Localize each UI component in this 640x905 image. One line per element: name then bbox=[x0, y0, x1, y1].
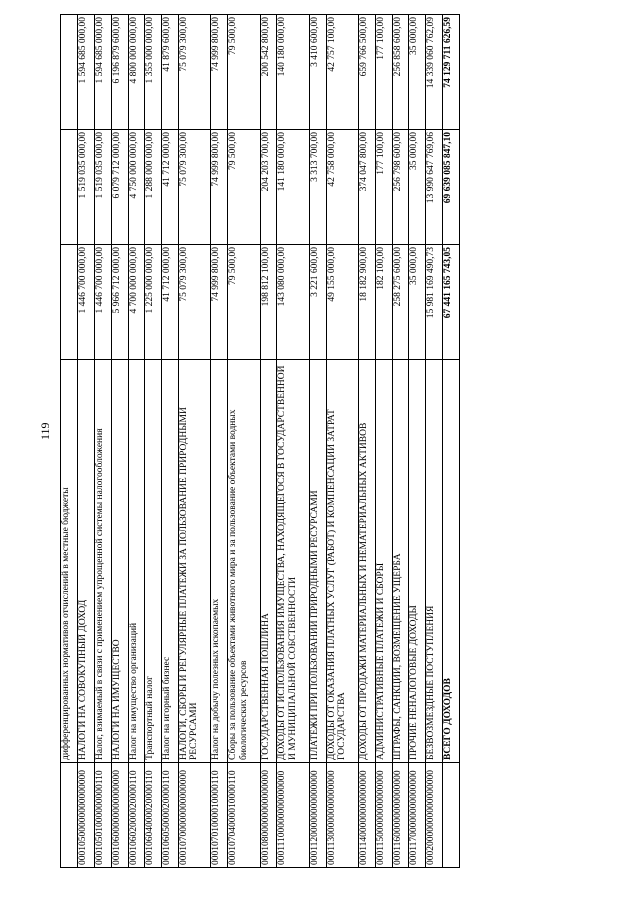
value-2021-cell: 79 500,00 bbox=[228, 130, 260, 245]
value-2021-cell: 1 288 000 000,00 bbox=[145, 130, 162, 245]
value-2022-cell: 42 757 100,00 bbox=[326, 15, 358, 130]
value-2022-cell: 79 500,00 bbox=[228, 15, 260, 130]
value-2020-cell: 1 446 700 000,00 bbox=[94, 245, 111, 360]
name-cell: АДМИНИСТРАТИВНЫЕ ПЛАТЕЖИ И СБОРЫ bbox=[375, 360, 392, 763]
value-2021-cell: 1 519 035 000,00 bbox=[94, 130, 111, 245]
name-cell: НАЛОГИ НА СОВОКУПНЫЙ ДОХОД bbox=[77, 360, 94, 763]
name-cell: ВСЕГО ДОХОДОВ bbox=[443, 360, 460, 763]
code-cell: 00011200000000000000 bbox=[309, 763, 326, 868]
code-cell: 00010704000010000110 bbox=[228, 763, 260, 868]
table-row bbox=[111, 15, 128, 868]
code-cell: 00010501000000000110 bbox=[94, 763, 111, 868]
value-2022-cell: 4 800 000 000,00 bbox=[128, 15, 145, 130]
value-2022-cell: 659 766 500,00 bbox=[358, 15, 375, 130]
name-cell: ПЛАТЕЖИ ПРИ ПОЛЬЗОВАНИИ ПРИРОДНЫМИ РЕСУРСАМИ bbox=[309, 360, 326, 763]
value-2020-cell: 198 812 100,00 bbox=[260, 245, 277, 360]
value-2020-cell: 49 155 000,00 bbox=[326, 245, 358, 360]
table-row bbox=[309, 15, 326, 868]
value-2021-cell: 42 758 000,00 bbox=[326, 130, 358, 245]
table-row bbox=[77, 15, 94, 868]
value-2022-cell: 140 180 000,00 bbox=[277, 15, 309, 130]
table-row bbox=[277, 15, 309, 868]
value-2022-cell: 41 879 600,00 bbox=[162, 15, 179, 130]
name-cell: Транспортный налог bbox=[145, 360, 162, 763]
value-2021-cell: 74 999 800,00 bbox=[211, 130, 228, 245]
total-row bbox=[443, 15, 460, 868]
value-2022-cell: 74 129 711 626,59 bbox=[443, 15, 460, 130]
value-2022-cell: 14 339 060 762,09 bbox=[426, 15, 443, 130]
name-cell: Налог, взимаемый в связи с применением упрощенной системы налогообложения bbox=[94, 360, 111, 763]
value-2022-cell: 3 410 600,00 bbox=[309, 15, 326, 130]
name-cell: дифференцированных нормативов отчислений в местные бюджеты bbox=[61, 360, 78, 763]
code-cell: 00010701000010000110 bbox=[211, 763, 228, 868]
code-cell: 00010605000020000110 bbox=[162, 763, 179, 868]
table-row bbox=[260, 15, 277, 868]
value-2020-cell: 35 000,00 bbox=[409, 245, 426, 360]
code-cell: 00010700000000000000 bbox=[179, 763, 211, 868]
value-2020-cell: 1 446 700 000,00 bbox=[77, 245, 94, 360]
code-cell: 00011700000000000000 bbox=[409, 763, 426, 868]
name-cell: ГОСУДАРСТВЕННАЯ ПОШЛИНА bbox=[260, 360, 277, 763]
table-row bbox=[358, 15, 375, 868]
table-row bbox=[162, 15, 179, 868]
revenue-table bbox=[60, 14, 460, 868]
value-2021-cell: 3 313 700,00 bbox=[309, 130, 326, 245]
value-2021-cell: 4 750 000 000,00 bbox=[128, 130, 145, 245]
value-2020-cell: 15 981 169 490,73 bbox=[426, 245, 443, 360]
rotated-table-container bbox=[60, 17, 460, 868]
value-2020-cell: 18 182 900,00 bbox=[358, 245, 375, 360]
value-2021-cell bbox=[61, 130, 78, 245]
value-2022-cell: 177 100,00 bbox=[375, 15, 392, 130]
value-2022-cell: 1 594 685 000,00 bbox=[77, 15, 94, 130]
name-cell: Сборы за пользование объектами животного мира и за пользование объектами водных биологических ресурсов bbox=[228, 360, 260, 763]
name-cell: Налог на имущество организаций bbox=[128, 360, 145, 763]
name-cell: Налог на добычу полезных ископаемых bbox=[211, 360, 228, 763]
value-2020-cell: 4 700 000 000,00 bbox=[128, 245, 145, 360]
value-2021-cell: 6 079 712 000,00 bbox=[111, 130, 128, 245]
value-2020-cell: 79 500,00 bbox=[228, 245, 260, 360]
name-cell: ДОХОДЫ ОТ ИСПОЛЬЗОВАНИЯ ИМУЩЕСТВА, НАХОДЯЩЕГОСЯ В ГОСУДАРСТВЕННОЙ И МУНИЦИПАЛЬНОЙ СОБСТВЕННОСТИ bbox=[277, 360, 309, 763]
value-2020-cell: 5 966 712 000,00 bbox=[111, 245, 128, 360]
value-2021-cell: 1 519 035 000,00 bbox=[77, 130, 94, 245]
value-2020-cell: 258 275 600,00 bbox=[392, 245, 409, 360]
page-number: 119 bbox=[38, 422, 52, 440]
table-row bbox=[145, 15, 162, 868]
value-2022-cell bbox=[61, 15, 78, 130]
name-cell: НАЛОГИ, СБОРЫ И РЕГУЛЯРНЫЕ ПЛАТЕЖИ ЗА ПОЛЬЗОВАНИЕ ПРИРОДНЫМИ РЕСУРСАМИ bbox=[179, 360, 211, 763]
value-2022-cell: 1 355 000 000,00 bbox=[145, 15, 162, 130]
name-cell: ДОХОДЫ ОТ ПРОДАЖИ МАТЕРИАЛЬНЫХ И НЕМАТЕРИАЛЬНЫХ АКТИВОВ bbox=[358, 360, 375, 763]
value-2020-cell: 3 221 600,00 bbox=[309, 245, 326, 360]
value-2020-cell: 182 100,00 bbox=[375, 245, 392, 360]
value-2020-cell: 41 712 000,00 bbox=[162, 245, 179, 360]
name-cell: ДОХОДЫ ОТ ОКАЗАНИЯ ПЛАТНЫХ УСЛУГ (РАБОТ) И КОМПЕНСАЦИИ ЗАТРАТ ГОСУДАРСТВА bbox=[326, 360, 358, 763]
code-cell bbox=[443, 763, 460, 868]
value-2021-cell: 374 047 800,00 bbox=[358, 130, 375, 245]
table-row bbox=[426, 15, 443, 868]
name-cell: БЕЗВОЗМЕЗДНЫЕ ПОСТУПЛЕНИЯ bbox=[426, 360, 443, 763]
table-row bbox=[179, 15, 211, 868]
code-cell: 00010604000020000110 bbox=[145, 763, 162, 868]
value-2020-cell: 143 080 000,00 bbox=[277, 245, 309, 360]
table-row bbox=[326, 15, 358, 868]
table-row bbox=[375, 15, 392, 868]
value-2022-cell: 75 079 300,00 bbox=[179, 15, 211, 130]
code-cell: 00011400000000000000 bbox=[358, 763, 375, 868]
value-2020-cell bbox=[61, 245, 78, 360]
name-cell: НАЛОГИ НА ИМУЩЕСТВО bbox=[111, 360, 128, 763]
name-cell: ШТРАФЫ, САНКЦИИ, ВОЗМЕЩЕНИЕ УЩЕРБА bbox=[392, 360, 409, 763]
table-row bbox=[409, 15, 426, 868]
code-cell: 00010800000000000000 bbox=[260, 763, 277, 868]
code-cell: 00011100000000000000 bbox=[277, 763, 309, 868]
name-cell: ПРОЧИЕ НЕНАЛОГОВЫЕ ДОХОДЫ bbox=[409, 360, 426, 763]
value-2022-cell: 200 542 800,00 bbox=[260, 15, 277, 130]
table-row bbox=[94, 15, 111, 868]
value-2021-cell: 256 798 600,00 bbox=[392, 130, 409, 245]
value-2020-cell: 74 999 800,00 bbox=[211, 245, 228, 360]
value-2020-cell: 1 225 000 000,00 bbox=[145, 245, 162, 360]
code-cell: 00020000000000000000 bbox=[426, 763, 443, 868]
value-2021-cell: 75 079 300,00 bbox=[179, 130, 211, 245]
value-2021-cell: 177 100,00 bbox=[375, 130, 392, 245]
value-2021-cell: 35 000,00 bbox=[409, 130, 426, 245]
value-2022-cell: 1 594 685 000,00 bbox=[94, 15, 111, 130]
revenue-table-body bbox=[61, 15, 460, 868]
value-2020-cell: 67 441 165 743,05 bbox=[443, 245, 460, 360]
table-row bbox=[128, 15, 145, 868]
code-cell bbox=[61, 763, 78, 868]
code-cell: 00010600000000000000 bbox=[111, 763, 128, 868]
value-2022-cell: 256 858 600,00 bbox=[392, 15, 409, 130]
value-2021-cell: 41 712 000,00 bbox=[162, 130, 179, 245]
code-cell: 00011500000000000000 bbox=[375, 763, 392, 868]
table-row bbox=[228, 15, 260, 868]
value-2021-cell: 13 990 647 769,06 bbox=[426, 130, 443, 245]
table-row bbox=[211, 15, 228, 868]
table-row bbox=[392, 15, 409, 868]
code-cell: 00010500000000000000 bbox=[77, 763, 94, 868]
name-cell: Налог на игорный бизнес bbox=[162, 360, 179, 763]
value-2022-cell: 35 000,00 bbox=[409, 15, 426, 130]
value-2021-cell: 204 203 700,00 bbox=[260, 130, 277, 245]
value-2021-cell: 141 180 000,00 bbox=[277, 130, 309, 245]
value-2022-cell: 74 999 800,00 bbox=[211, 15, 228, 130]
value-2022-cell: 6 196 879 600,00 bbox=[111, 15, 128, 130]
value-2020-cell: 75 079 300,00 bbox=[179, 245, 211, 360]
code-cell: 00011300000000000000 bbox=[326, 763, 358, 868]
code-cell: 00010602000020000110 bbox=[128, 763, 145, 868]
table-row bbox=[61, 15, 78, 868]
code-cell: 00011600000000000000 bbox=[392, 763, 409, 868]
value-2021-cell: 69 639 085 847,10 bbox=[443, 130, 460, 245]
